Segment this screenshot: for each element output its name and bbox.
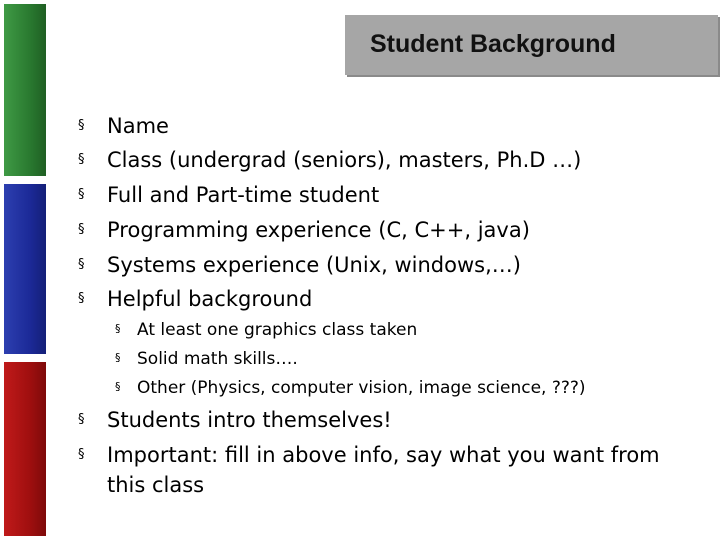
bullet-text: Helpful background <box>107 287 313 311</box>
sub-bullet-text: Other (Physics, computer vision, image science, ???) <box>137 378 586 398</box>
red-side-bar <box>4 362 46 536</box>
blue-side-bar <box>4 184 46 354</box>
bullet-item <box>78 183 380 207</box>
title-box <box>345 15 718 75</box>
bullet-item <box>78 114 169 138</box>
sub-bullet-text: At least one graphics class taken <box>137 320 418 340</box>
bullet-item <box>78 443 660 467</box>
bullet-item <box>78 148 582 172</box>
bullet-icon: § <box>78 187 85 202</box>
sub-bullet-item <box>115 349 298 369</box>
bullet-text: Class (undergrad (seniors), masters, Ph.D …) <box>107 148 582 172</box>
sub-bullet-item <box>115 378 586 398</box>
sub-bullet-item <box>115 320 418 340</box>
bullet-continuation-text: this class <box>107 473 205 497</box>
bullet-text: Systems experience (Unix, windows,…) <box>107 253 521 277</box>
bullet-icon: § <box>78 222 85 237</box>
bullet-icon: § <box>78 447 85 462</box>
bullet-icon: § <box>78 118 85 133</box>
bullet-icon: § <box>78 152 85 167</box>
bullet-icon: § <box>78 291 85 306</box>
bullet-icon: § <box>78 257 85 272</box>
bullet-icon: § <box>78 412 85 427</box>
bullet-item <box>78 408 392 432</box>
sub-bullet-icon: § <box>115 380 121 393</box>
sub-bullet-icon: § <box>115 351 121 364</box>
sub-bullet-text: Solid math skills…. <box>137 349 298 369</box>
bullet-text: Students intro themselves! <box>107 408 392 432</box>
bullet-text: Programming experience (C, C++, java) <box>107 218 530 242</box>
sub-bullet-icon: § <box>115 322 121 335</box>
bullet-text: Full and Part-time student <box>107 183 380 207</box>
slide-title: Student Background <box>370 30 616 58</box>
bullet-item <box>78 287 313 311</box>
bullet-item <box>78 218 530 242</box>
bullet-text: Important: fill in above info, say what you want from <box>107 443 660 467</box>
bullet-item <box>78 253 521 277</box>
green-side-bar <box>4 4 46 176</box>
bullet-text: Name <box>107 114 169 138</box>
